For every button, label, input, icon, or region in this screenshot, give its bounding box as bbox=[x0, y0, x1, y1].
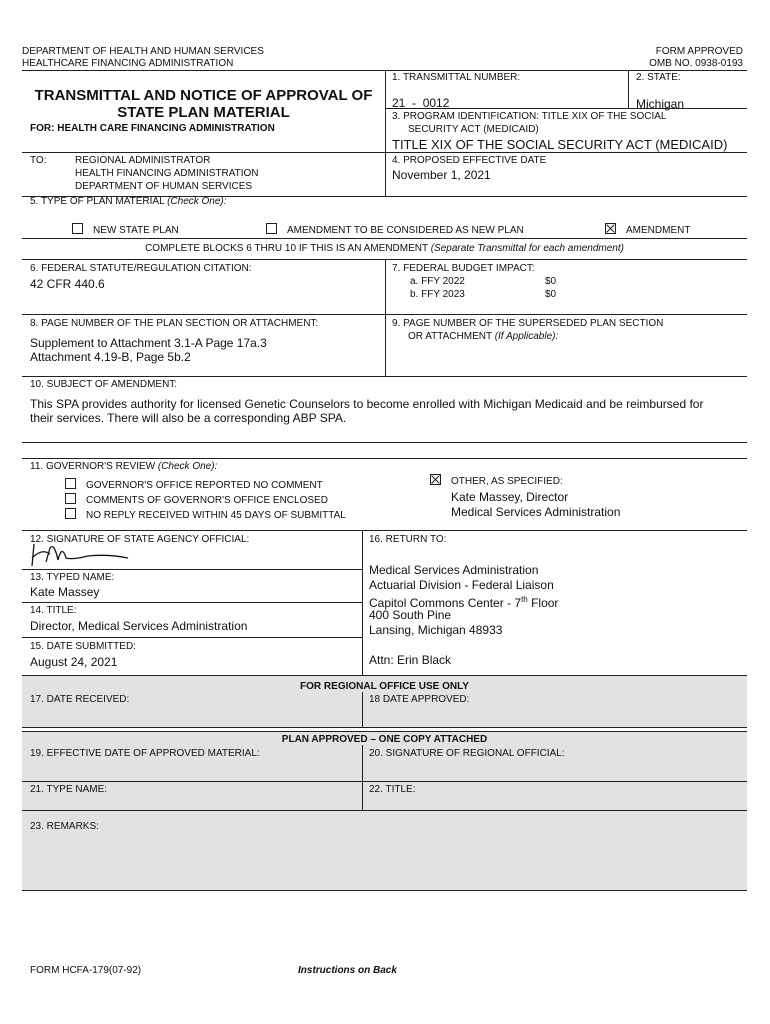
plan-type-label: 5. TYPE OF PLAN MATERIAL (Check One): bbox=[30, 196, 227, 207]
gov-no-comment-label: GOVERNOR'S OFFICE REPORTED NO COMMENT bbox=[86, 480, 323, 491]
program-id-value: TITLE XIX OF THE SOCIAL SECURITY ACT (MEDICAID) bbox=[392, 137, 728, 152]
gov-comments-label: COMMENTS OF GOVERNOR'S OFFICE ENCLOSED bbox=[86, 495, 328, 506]
title-value: Director, Medical Services Administration bbox=[30, 619, 248, 633]
transmittal-number-label: 1. TRANSMITTAL NUMBER: bbox=[392, 72, 521, 83]
to-label: TO: bbox=[30, 155, 47, 166]
gov-other-label: OTHER, AS SPECIFIED: bbox=[451, 476, 563, 487]
gov-no-comment-checkbox[interactable] bbox=[65, 478, 76, 489]
regional-title-label: 22. TITLE: bbox=[369, 784, 416, 795]
amendment-label: AMENDMENT bbox=[626, 225, 691, 236]
regional-signature-label: 20. SIGNATURE OF REGIONAL OFFICIAL: bbox=[369, 748, 565, 759]
program-id-label-1: 3. PROGRAM IDENTIFICATION: TITLE XIX OF THE SOCIAL bbox=[392, 111, 667, 122]
gov-comments-checkbox[interactable] bbox=[65, 493, 76, 504]
gov-other-line-2: Medical Services Administration bbox=[451, 505, 621, 519]
return-to-label: 16. RETURN TO: bbox=[369, 534, 447, 545]
to-line-3: DEPARTMENT OF HUMAN SERVICES bbox=[75, 181, 253, 192]
superseded-label-2: OR ATTACHMENT (If Applicable): bbox=[408, 331, 559, 342]
return-to-attn: Attn: Erin Black bbox=[369, 653, 452, 667]
gov-no-reply-checkbox[interactable] bbox=[65, 508, 76, 519]
gov-other-line-1: Kate Massey, Director bbox=[451, 490, 569, 504]
dept-line-2: HEALTHCARE FINANCING ADMINISTRATION bbox=[22, 58, 234, 69]
plan-approved-heading: PLAN APPROVED – ONE COPY ATTACHED bbox=[281, 734, 488, 745]
gov-no-reply-label: NO REPLY RECEIVED WITHIN 45 DAYS OF SUBMITTAL bbox=[86, 510, 346, 521]
statute-label: 6. FEDERAL STATUTE/REGULATION CITATION: bbox=[30, 263, 252, 274]
form-number: FORM HCFA-179(07-92) bbox=[30, 965, 142, 976]
date-received-label: 17. DATE RECEIVED: bbox=[30, 694, 130, 705]
amendment-checkbox[interactable] bbox=[605, 223, 616, 234]
remarks-label: 23. REMARKS: bbox=[30, 821, 99, 832]
plan-section-label: 8. PAGE NUMBER OF THE PLAN SECTION OR ATTACHMENT: bbox=[30, 318, 319, 329]
budget-row-a-value: $0 bbox=[545, 276, 557, 287]
budget-row-b-label: b. FFY 2023 bbox=[410, 289, 465, 300]
for-line: FOR: HEALTH CARE FINANCING ADMINISTRATION bbox=[30, 123, 275, 134]
omb-number: OMB NO. 0938-0193 bbox=[649, 58, 743, 69]
complete-blocks-note: COMPLETE BLOCKS 6 THRU 10 IF THIS IS AN AMENDMENT (Separate Transmittal for each amendment) bbox=[145, 243, 624, 254]
effective-date-approved-label: 19. EFFECTIVE DATE OF APPROVED MATERIAL: bbox=[30, 748, 260, 759]
plan-section-value-1: Supplement to Attachment 3.1-A Page 17a.3 bbox=[30, 336, 267, 350]
title-label: 14. TITLE: bbox=[30, 605, 77, 616]
return-to-line-4: 400 South Pine bbox=[369, 608, 452, 622]
type-name-label: 21. TYPE NAME: bbox=[30, 784, 108, 795]
superseded-label-1: 9. PAGE NUMBER OF THE SUPERSEDED PLAN SECTION bbox=[392, 318, 664, 329]
state-value: Michigan bbox=[636, 97, 685, 111]
to-line-2: HEALTH FINANCING ADMINISTRATION bbox=[75, 168, 259, 179]
date-approved-label: 18 DATE APPROVED: bbox=[369, 694, 470, 705]
signature-image bbox=[28, 540, 138, 570]
return-to-line-5: Lansing, Michigan 48933 bbox=[369, 623, 503, 637]
subject-label: 10. SUBJECT OF AMENDMENT: bbox=[30, 379, 178, 390]
gov-other-checkbox[interactable] bbox=[430, 474, 441, 485]
instructions-note: Instructions on Back bbox=[298, 965, 397, 976]
budget-row-b-value: $0 bbox=[545, 289, 557, 300]
regional-office-heading: FOR REGIONAL OFFICE USE ONLY bbox=[300, 681, 469, 692]
typed-name-value: Kate Massey bbox=[30, 585, 100, 599]
return-to-line-3: Capitol Commons Center - 7th Floor bbox=[369, 595, 559, 610]
form-title-line-2: STATE PLAN MATERIAL bbox=[117, 104, 290, 121]
amendment-new-plan-label: AMENDMENT TO BE CONSIDERED AS NEW PLAN bbox=[287, 225, 524, 236]
new-state-plan-label: NEW STATE PLAN bbox=[93, 225, 179, 236]
new-state-plan-checkbox[interactable] bbox=[72, 223, 83, 234]
subject-text-1: This SPA provides authority for licensed Genetic Counselors to become enrolled with Michigan Medicaid and be reimbursed for bbox=[30, 397, 704, 411]
effective-date-label: 4. PROPOSED EFFECTIVE DATE bbox=[392, 155, 547, 166]
state-label: 2. STATE: bbox=[636, 72, 681, 83]
form-title-line-1: TRANSMITTAL AND NOTICE OF APPROVAL OF bbox=[34, 87, 373, 104]
dept-line-1: DEPARTMENT OF HEALTH AND HUMAN SERVICES bbox=[22, 46, 264, 57]
return-to-line-2: Actuarial Division - Federal Liaison bbox=[369, 578, 554, 592]
date-submitted-value: August 24, 2021 bbox=[30, 655, 118, 669]
to-line-1: REGIONAL ADMINISTRATOR bbox=[75, 155, 211, 166]
typed-name-label: 13. TYPED NAME: bbox=[30, 572, 115, 583]
return-to-line-1: Medical Services Administration bbox=[369, 563, 539, 577]
budget-impact-label: 7. FEDERAL BUDGET IMPACT: bbox=[392, 263, 535, 274]
form-approved: FORM APPROVED bbox=[655, 46, 743, 57]
budget-row-a-label: a. FFY 2022 bbox=[410, 276, 465, 287]
effective-date-value: November 1, 2021 bbox=[392, 168, 491, 182]
date-submitted-label: 15. DATE SUBMITTED: bbox=[30, 641, 136, 652]
transmittal-number-value: 21 - 0012 bbox=[392, 96, 450, 110]
statute-value: 42 CFR 440.6 bbox=[30, 277, 105, 291]
subject-text-2: their services. There will also be a corresponding ABP SPA. bbox=[30, 411, 347, 425]
signature-label: 12. SIGNATURE OF STATE AGENCY OFFICIAL: bbox=[30, 534, 250, 545]
governor-review-label: 11. GOVERNOR'S REVIEW (Check One): bbox=[30, 461, 218, 472]
amendment-new-plan-checkbox[interactable] bbox=[266, 223, 277, 234]
program-id-label-2: SECURITY ACT (MEDICAID) bbox=[408, 124, 539, 135]
plan-section-value-2: Attachment 4.19-B, Page 5b.2 bbox=[30, 350, 191, 364]
